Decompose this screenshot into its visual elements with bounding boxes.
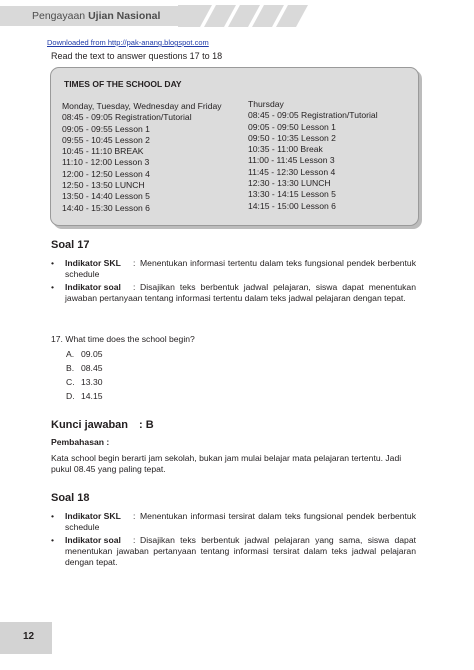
schedule-line: 10:35 - 11:00 Break <box>248 144 323 155</box>
soal-17-heading: Soal 17 <box>51 239 90 251</box>
schedule-line: 14:40 - 15:30 Lesson 6 <box>62 202 150 213</box>
option-letter: C. <box>66 377 75 387</box>
schedule-title: TIMES OF THE SCHOOL DAY <box>64 79 182 89</box>
indikator-soal-18 <box>51 535 416 568</box>
option-b <box>66 363 103 373</box>
bullet-label: Indikator soal <box>65 282 121 292</box>
header-stripes-decoration <box>178 5 418 27</box>
discussion-label: Pembahasan : <box>51 437 110 447</box>
schedule-line: 12:30 - 13:30 LUNCH <box>248 178 331 189</box>
bullet-colon: : <box>133 282 136 292</box>
bullet-label: Indikator SKL <box>65 258 121 268</box>
option-a <box>66 349 103 359</box>
bullet-text: Disajikan teks berbentuk jadwal pelajaran, siswa dapat menentukan jawaban pertanyaan tentang informasi tertentu dalam teks jadwal pelajaran dengan tepat. <box>65 282 416 303</box>
header-title-bold: Ujian Nasional <box>88 10 161 22</box>
schedule-line: 09:05 - 09:55 Lesson 1 <box>62 123 150 134</box>
bullet-text: Menentukan informasi tertentu dalam teks fungsional pendek berbentuk schedule <box>65 258 416 279</box>
schedule-right-column <box>248 99 378 212</box>
bullet-colon: : <box>133 535 136 545</box>
option-c <box>66 377 103 387</box>
schedule-line: 13:30 - 14:15 Lesson 5 <box>248 189 336 200</box>
option-letter: B. <box>66 363 75 373</box>
page-number: 12 <box>23 631 35 642</box>
option-value: 13.30 <box>81 377 103 387</box>
schedule-line: 13:50 - 14:40 Lesson 5 <box>62 191 150 202</box>
option-letter: A. <box>66 349 75 359</box>
answer-key-value: : B <box>139 419 154 431</box>
option-value: 14.15 <box>81 391 103 401</box>
schedule-line: 08:45 - 09:05 Registration/Tutorial <box>248 110 378 121</box>
indikator-skl-17 <box>51 258 416 280</box>
bullet-text: Menentukan informasi tersirat dalam teks fungsional pendek berbentuk schedule <box>65 511 416 532</box>
bullet-text: Disajikan teks berbentuk jadwal pelajaran yang sama, siswa dapat menentukan jawaban pertanyaan tentang informasi tersirat dalam teks jadwal pelajaran dengan tepat. <box>65 535 416 567</box>
soal-18-heading: Soal 18 <box>51 492 90 504</box>
reading-instruction: Read the text to answer questions 17 to 18 <box>51 51 223 61</box>
answer-key-label: Kunci jawaban <box>51 419 129 431</box>
schedule-line: 11:45 - 12:30 Lesson 4 <box>248 166 336 177</box>
option-letter: D. <box>66 391 75 401</box>
bullet-icon: • <box>51 511 55 521</box>
schedule-line: Thursday <box>248 99 284 109</box>
schedule-line: 14:15 - 15:00 Lesson 6 <box>248 200 336 211</box>
bullet-label: Indikator soal <box>65 535 121 545</box>
schedule-line: 09:05 - 09:50 Lesson 1 <box>248 121 336 132</box>
indikator-soal-17 <box>51 282 416 304</box>
bullet-colon: : <box>133 511 136 521</box>
bullet-label: Indikator SKL <box>65 511 121 521</box>
indikator-skl-18 <box>51 511 416 533</box>
bullet-colon: : <box>133 258 136 268</box>
question-17: 17. What time does the school begin? <box>51 334 195 344</box>
schedule-box <box>50 67 419 226</box>
discussion-text: Kata school begin berarti jam sekolah, bukan jam mulai belajar mata pelajaran tertentu. Jadi pukul 08.45 yang paling tepat. <box>51 453 402 474</box>
page-header <box>0 0 474 30</box>
schedule-line: 12:00 - 12:50 Lesson 4 <box>62 168 150 179</box>
schedule-left-column <box>62 101 222 214</box>
schedule-line: 11:10 - 12:00 Lesson 3 <box>62 157 150 168</box>
bullet-icon: • <box>51 282 55 292</box>
schedule-line: 09:55 - 10:45 Lesson 2 <box>62 134 150 145</box>
schedule-line: 12:50 - 13:50 LUNCH <box>62 180 145 191</box>
option-d <box>66 391 103 401</box>
option-value: 08.45 <box>81 363 103 373</box>
schedule-line: 09:50 - 10:35 Lesson 2 <box>248 132 336 143</box>
bullet-icon: • <box>51 535 55 545</box>
bullet-icon: • <box>51 258 55 268</box>
answer-key <box>51 419 154 431</box>
option-value: 09.05 <box>81 349 103 359</box>
schedule-line: 08:45 - 09:05 Registration/Tutorial <box>62 112 192 123</box>
schedule-line: 11:00 - 11:45 Lesson 3 <box>248 155 335 166</box>
schedule-line: 10:45 - 11:10 BREAK <box>62 146 144 157</box>
schedule-line: Monday, Tuesday, Wednesday and Friday <box>62 101 222 111</box>
header-title <box>32 10 160 22</box>
header-title-prefix: Pengayaan <box>32 10 86 22</box>
download-link[interactable]: Downloaded from http://pak-anang.blogspot.com <box>47 38 209 47</box>
